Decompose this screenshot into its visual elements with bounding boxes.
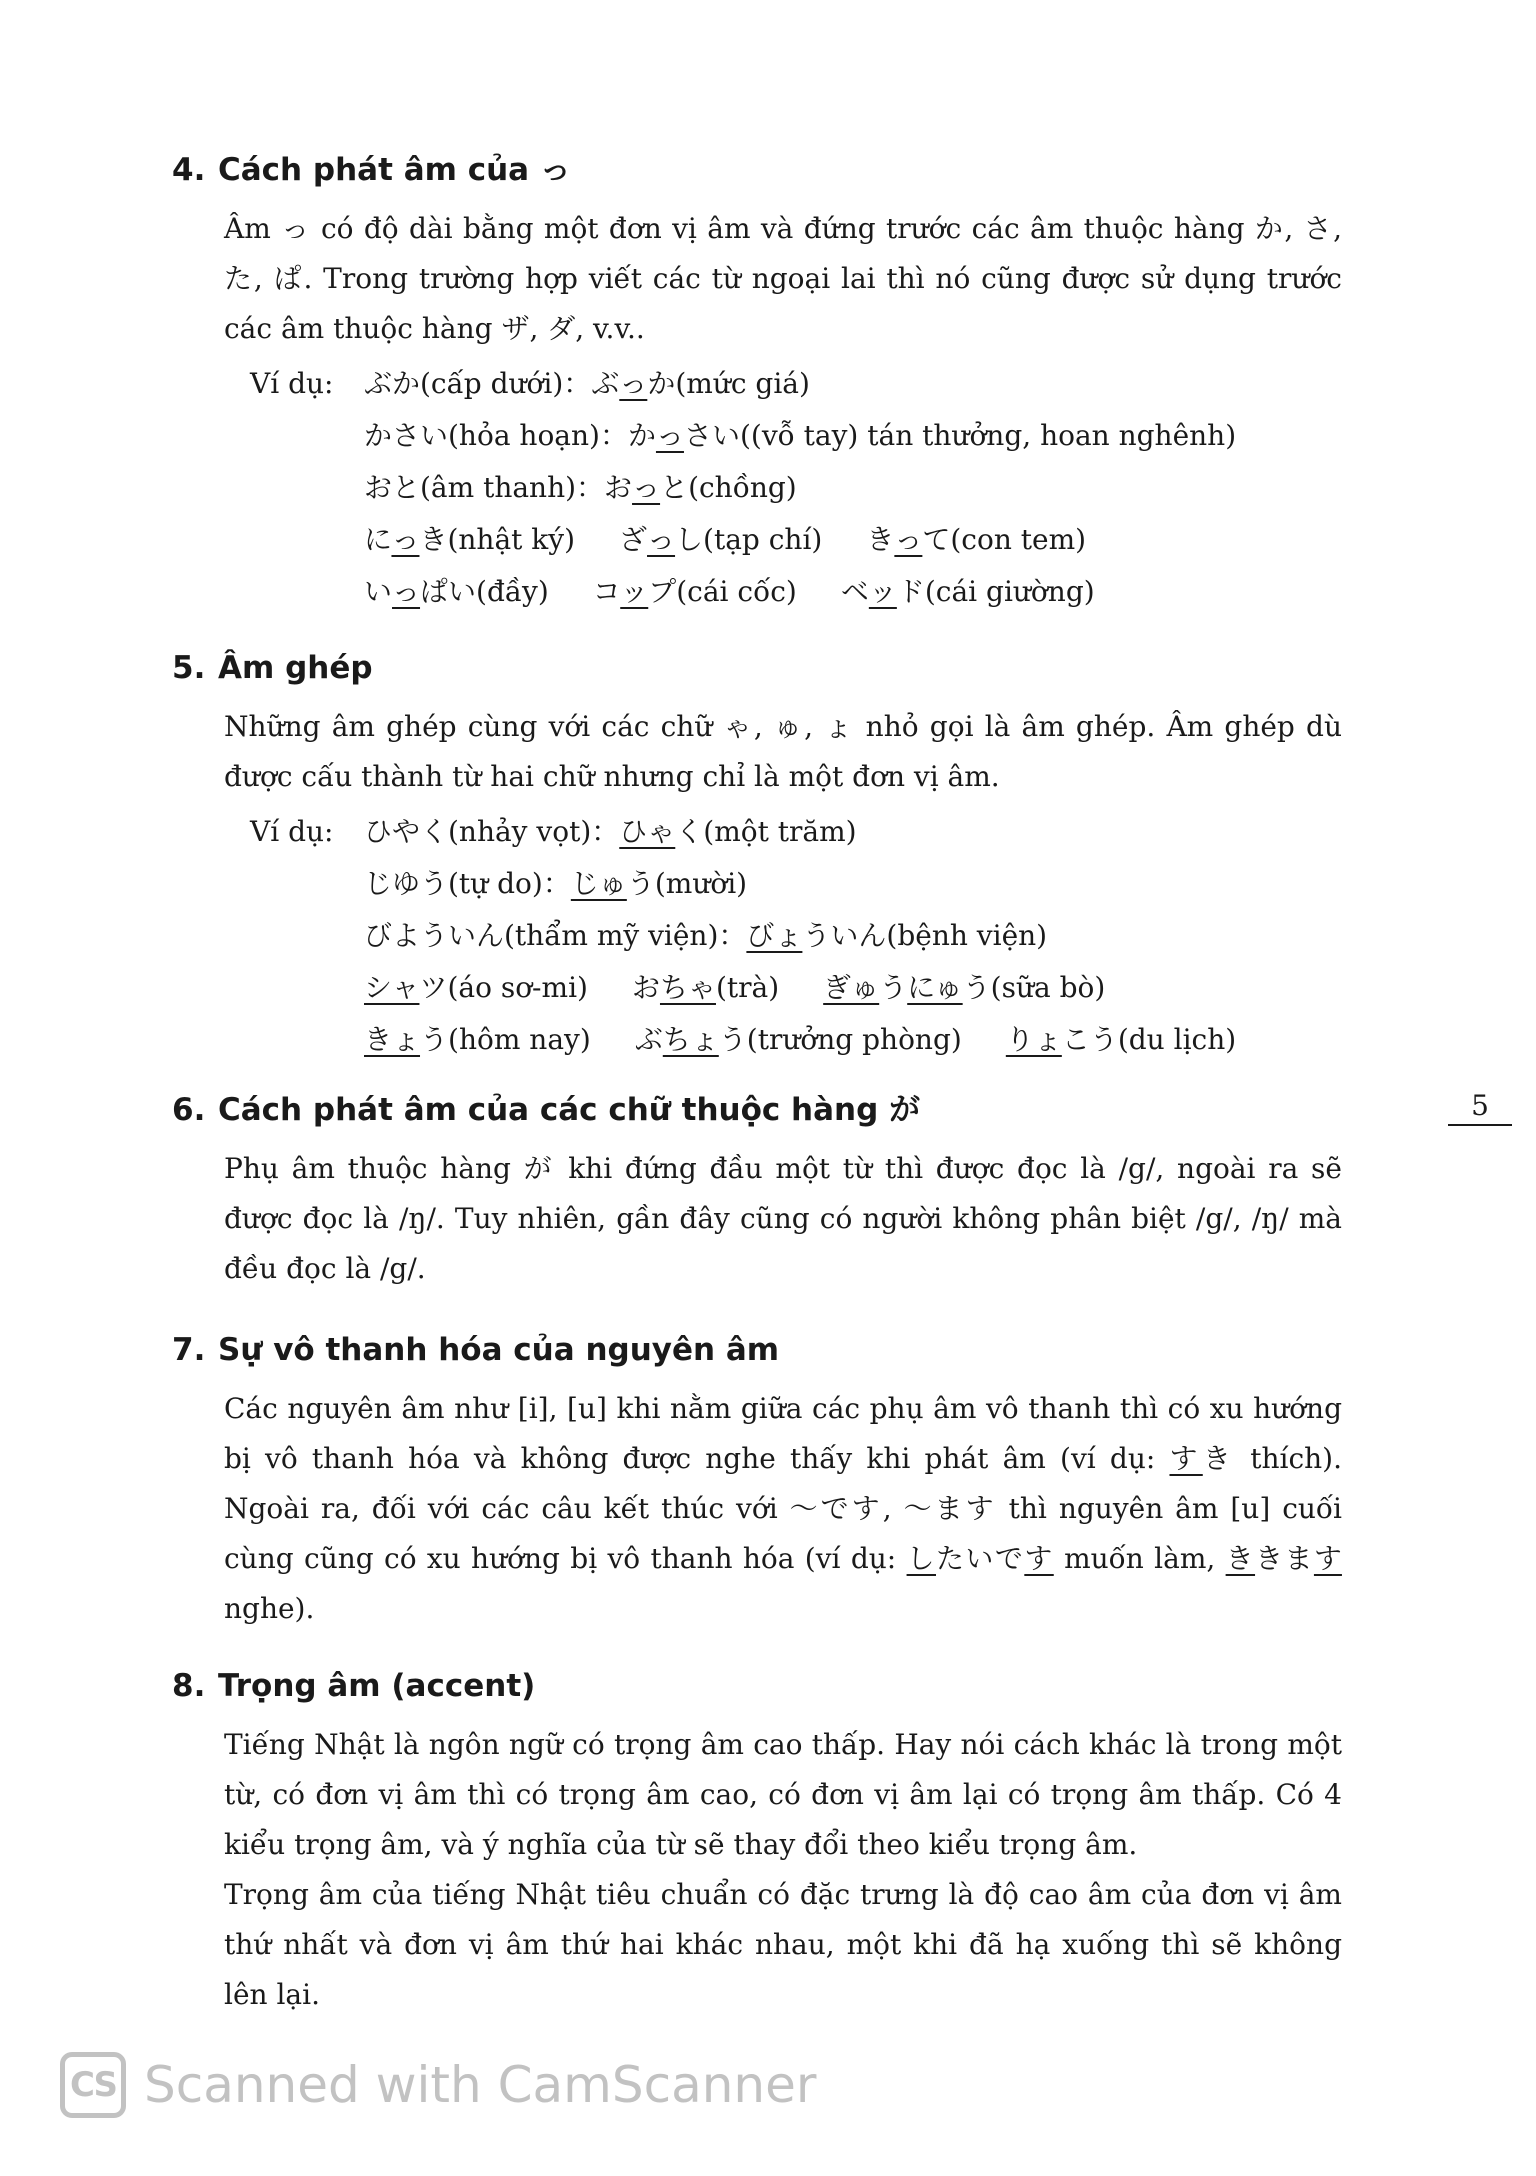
underlined-kana: っ <box>647 523 676 556</box>
example-label <box>250 858 364 910</box>
underlined-kana: ちょ <box>662 1023 719 1056</box>
example-row <box>250 858 1342 910</box>
example-block <box>250 806 1342 1066</box>
section-heading <box>172 1330 1342 1370</box>
example-text: き(nhật ký) <box>419 523 576 556</box>
example-text: ド(cái giường) <box>896 575 1095 608</box>
example-item <box>364 858 747 910</box>
page-number: 5 <box>1448 1088 1512 1126</box>
example-row <box>250 962 1342 1014</box>
example-text: う(sữa bò) <box>962 971 1106 1004</box>
devoiced-kana: す <box>1313 1542 1342 1575</box>
devoiced-kana: す <box>1169 1442 1203 1475</box>
paragraph-text: たいで <box>936 1542 1025 1575</box>
example-text: う(hôm nay) <box>420 1023 591 1056</box>
example-row <box>250 910 1342 962</box>
example-label <box>250 410 364 462</box>
example-item <box>364 962 588 1014</box>
example-item <box>364 806 857 858</box>
section-number: 8. <box>172 1668 206 1704</box>
example-text: く(một trăm) <box>675 815 857 848</box>
underlined-kana: にゅ <box>907 971 963 1004</box>
paragraph-text: きま <box>1255 1542 1314 1575</box>
example-label: Ví dụ: <box>250 815 334 848</box>
example-item <box>866 514 1086 566</box>
example-item <box>632 962 779 1014</box>
section-number: 6. <box>172 1092 206 1128</box>
example-item <box>364 462 797 514</box>
underlined-kana: シャ <box>364 971 420 1004</box>
section-number: 7. <box>172 1332 206 1368</box>
section-title: Âm ghép <box>218 650 373 686</box>
underlined-kana: びょ <box>746 919 803 952</box>
example-label <box>250 514 364 566</box>
section-heading <box>172 150 1342 190</box>
example-text: ひやく(nhảy vọt)： <box>364 815 620 848</box>
example-text: ざ <box>619 523 648 556</box>
example-label <box>250 462 364 514</box>
underlined-kana: っ <box>392 575 421 608</box>
section-8 <box>172 1666 1342 2020</box>
section-paragraph: Trọng âm của tiếng Nhật tiêu chuẩn có đặc trưng là độ cao âm của đơn vị âm thứ nhất và đơn vị âm thứ hai khác nhau, một khi đã hạ xuống thì sẽ không lên lại. <box>224 1878 1342 2011</box>
example-text: ういん(bệnh viện) <box>802 919 1048 952</box>
example-label: Ví dụ: <box>250 367 334 400</box>
camscanner-logo-icon: CS <box>60 2052 126 2118</box>
underlined-kana: っ <box>655 419 684 452</box>
section-paragraph: Những âm ghép cùng với các chữ ゃ, ゅ, ょ nhỏ gọi là âm ghép. Âm ghép dù được cấu thành từ hai chữ nhưng chỉ là một đơn vị âm. <box>224 710 1342 793</box>
example-row <box>250 566 1342 618</box>
example-text: ぶ <box>634 1023 663 1056</box>
example-text: き <box>866 523 895 556</box>
example-text: ぱい(đầy) <box>420 575 549 608</box>
devoiced-kana: し <box>906 1542 936 1575</box>
scanner-watermark <box>60 2052 816 2118</box>
example-text: ぶか(cấp dưới)：ぶ <box>364 367 620 400</box>
paragraph-text: Các nguyên âm như [i], [u] khi nằm giữa các phụ âm vô thanh thì có xu hướng bị vô thanh hóa và không được nghe thấy khi phát âm (ví dụ: <box>224 1392 1342 1475</box>
example-row <box>250 1014 1342 1066</box>
example-row <box>250 514 1342 566</box>
section-heading <box>172 1666 1342 1706</box>
example-item <box>823 962 1105 1014</box>
example-text: (trà) <box>715 971 780 1004</box>
example-item <box>364 358 810 410</box>
section-paragraph: Âm っ có độ dài bằng một đơn vị âm và đứng trước các âm thuộc hàng か, さ, た, ぱ. Trong trường hợp viết các từ ngoại lai thì nó cũng được sử dụng trước các âm thuộc hàng ザ, ダ, v.v.. <box>224 212 1342 345</box>
example-text: おと(âm thanh)：お <box>364 471 633 504</box>
example-row <box>250 462 1342 514</box>
example-item <box>364 1014 591 1066</box>
devoiced-kana: す <box>1024 1542 1054 1575</box>
example-text: こう(du lịch) <box>1061 1023 1237 1056</box>
underlined-kana: っ <box>619 367 648 400</box>
paragraph-text: き thích). Ngoài ra, đối với các câu kết thúc với ～です, ～ます thì nguyên âm [u] cuối cùng cũng có xu hướng bị vô thanh hóa (ví dụ: <box>224 1442 1342 1575</box>
devoiced-kana: き <box>1225 1542 1256 1575</box>
example-text: し(tạp chí) <box>675 523 823 556</box>
section-7 <box>172 1330 1342 1634</box>
example-text: びよういん(thẩm mỹ viện)： <box>364 919 747 952</box>
underlined-kana: っ <box>632 471 661 504</box>
section-number: 4. <box>172 152 206 188</box>
underlined-kana: ちゃ <box>659 971 716 1004</box>
example-text: て(con tem) <box>922 523 1087 556</box>
example-row <box>250 806 1342 858</box>
watermark-text: Scanned with CamScanner <box>144 2056 817 2114</box>
underlined-kana: ぎゅ <box>823 971 880 1004</box>
example-label <box>250 1014 364 1066</box>
example-row <box>250 410 1342 462</box>
example-text: じゆう(tự do)： <box>364 867 571 900</box>
underlined-kana: っ <box>894 523 923 556</box>
example-text: う(trưởng phòng) <box>718 1023 962 1056</box>
section-5 <box>172 648 1342 1066</box>
underlined-kana: ッ <box>620 575 649 608</box>
underlined-kana: じゅ <box>570 867 627 900</box>
underlined-kana: きょ <box>364 1023 421 1056</box>
example-text: プ(cái cốc) <box>648 575 797 608</box>
example-text: う <box>879 971 908 1004</box>
example-item <box>364 410 1236 462</box>
example-label <box>250 962 364 1014</box>
section-number: 5. <box>172 650 206 686</box>
paragraph-text: muốn làm, <box>1053 1542 1226 1575</box>
example-text: い <box>364 575 393 608</box>
example-text: に <box>364 523 392 556</box>
underlined-kana: りょ <box>1005 1023 1062 1056</box>
example-text: コ <box>592 575 621 608</box>
underlined-kana: ッ <box>868 575 897 608</box>
paragraph-text: nghe). <box>224 1592 315 1625</box>
example-item <box>364 566 549 618</box>
section-paragraph: Phụ âm thuộc hàng が khi đứng đầu một từ thì được đọc là /g/, ngoài ra sẽ được đọc là /ŋ/. Tuy nhiên, gần đây cũng có người không phân biệt /g/, /ŋ/ mà đều đọc là /g/. <box>224 1152 1342 1285</box>
section-paragraph <box>224 1384 1342 1634</box>
section-4 <box>172 150 1342 618</box>
example-item <box>619 514 822 566</box>
example-label <box>250 910 364 962</box>
example-text: さい((vỗ tay) tán thưởng, hoan nghênh) <box>683 419 1237 452</box>
example-text: ツ(áo sơ-mi) <box>419 971 588 1004</box>
example-text: う(mười) <box>626 867 748 900</box>
section-title: Cách phát âm của các chữ thuộc hàng が <box>218 1092 921 1128</box>
example-item <box>364 514 575 566</box>
section-6 <box>172 1090 1342 1294</box>
section-title: Sự vô thanh hóa của nguyên âm <box>218 1332 780 1368</box>
section-heading <box>172 648 1342 688</box>
example-text: お <box>631 971 660 1004</box>
section-heading <box>172 1090 1342 1130</box>
underlined-kana: ひゃ <box>619 815 676 848</box>
example-label <box>250 566 364 618</box>
example-item <box>593 566 797 618</box>
section-title: Trọng âm (accent) <box>218 1668 536 1704</box>
underlined-kana: っ <box>391 523 420 556</box>
example-text: ベ <box>840 575 869 608</box>
example-row <box>250 358 1342 410</box>
example-item <box>841 566 1095 618</box>
example-text: かさい(hỏa hoạn)：か <box>364 419 656 452</box>
section-title: Cách phát âm của っ <box>218 152 571 188</box>
example-text: か(mức giá) <box>647 367 810 400</box>
example-item <box>635 1014 962 1066</box>
example-block <box>250 358 1342 618</box>
section-paragraph: Tiếng Nhật là ngôn ngữ có trọng âm cao thấp. Hay nói cách khác là trong một từ, có đơn vị âm thì có trọng âm cao, có đơn vị âm lại có trọng âm thấp. Có 4 kiểu trọng âm, và ý nghĩa của từ sẽ thay đổi theo kiểu trọng âm. <box>224 1728 1342 1861</box>
example-item <box>364 910 1047 962</box>
example-item <box>1006 1014 1236 1066</box>
example-text: と(chồng) <box>660 471 797 504</box>
